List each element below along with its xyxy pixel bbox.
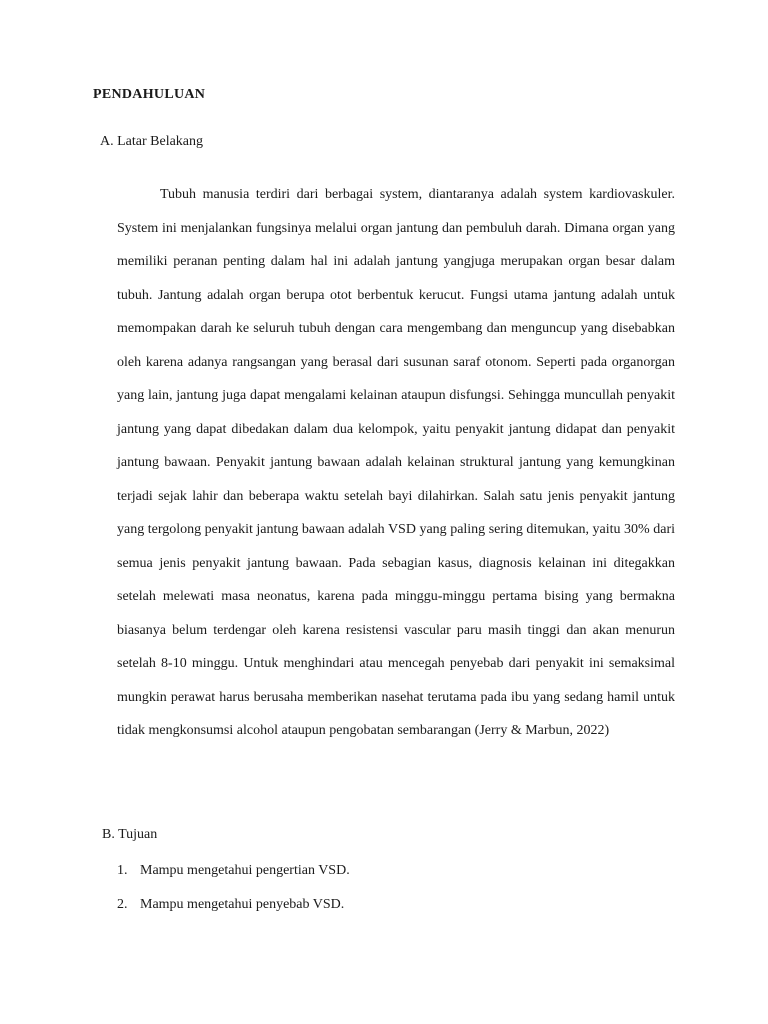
list-item-text: Mampu mengetahui pengertian VSD. — [140, 863, 350, 878]
section-title: Tujuan — [118, 827, 158, 842]
list-item — [117, 861, 350, 895]
section-title: Latar Belakang — [117, 134, 204, 149]
list-item-text: Mampu mengetahui penyebab VSD. — [140, 896, 345, 912]
list-item — [117, 895, 350, 929]
section-label: A. — [100, 134, 114, 149]
document-title: PENDAHULUAN — [93, 87, 206, 102]
list-item-number: 1. — [117, 863, 128, 878]
section-label: B. — [102, 827, 115, 842]
background-paragraph: Tubuh manusia terdiri dari berbagai system, diantaranya adalah system kardiovaskuler. System ini menjalankan fungsinya melalui organ jantung dan pembuluh darah. Dimana organ yang memiliki peranan penting dalam hal ini adalah jantung yangjuga merupakan organ besar dalam tubuh. Jantung adalah organ berupa otot berbentuk kerucut. Fungsi utama jantung adalah untuk memompakan darah ke seluruh tubuh dengan cara mengembang dan menguncup yang disebabkan oleh karena adanya rangsangan yang berasal dari susunan saraf otonom. Seperti pada organorgan yang lain, jantung juga dapat mengalami kelainan ataupun disfungsi. Sehingga muncullah penyakit jantung yang dapat dibedakan dalam dua kelompok, yaitu penyakit jantung didapat dan penyakit jantung bawaan. Penyakit jantung bawaan adalah kelainan struktural jantung yang kemungkinan terjadi sejak lahir dan beberapa waktu setelah bayi dilahirkan. Salah satu jenis penyakit jantung yang tergolong penyakit jantung bawaan adalah VSD yang paling sering ditemukan, yaitu 30% dari semua jenis penyakit jantung bawaan. Pada sebagian kasus, diagnosis kelainan ini ditegakkan setelah melewati masa neonatus, karena pada minggu-minggu pertama bising yang bermakna biasanya belum terdengar oleh karena resistensi vascular paru masih tinggi dan akan menurun setelah 8-10 minggu. Untuk menghindari atau mencegah penyebab dari penyakit ini semaksimal mungkin perawat harus berusaha memberikan nasehat terutama pada ibu yang sedang hamil untuk tidak mengkonsumsi alcohol ataupun pengobatan sembarangan (Jerry & Marbun, 2022) — [117, 187, 675, 738]
goal-list — [117, 861, 350, 928]
section-heading-latar-belakang — [100, 134, 203, 150]
list-item-number: 2. — [117, 896, 128, 912]
section-heading-tujuan — [102, 827, 157, 843]
